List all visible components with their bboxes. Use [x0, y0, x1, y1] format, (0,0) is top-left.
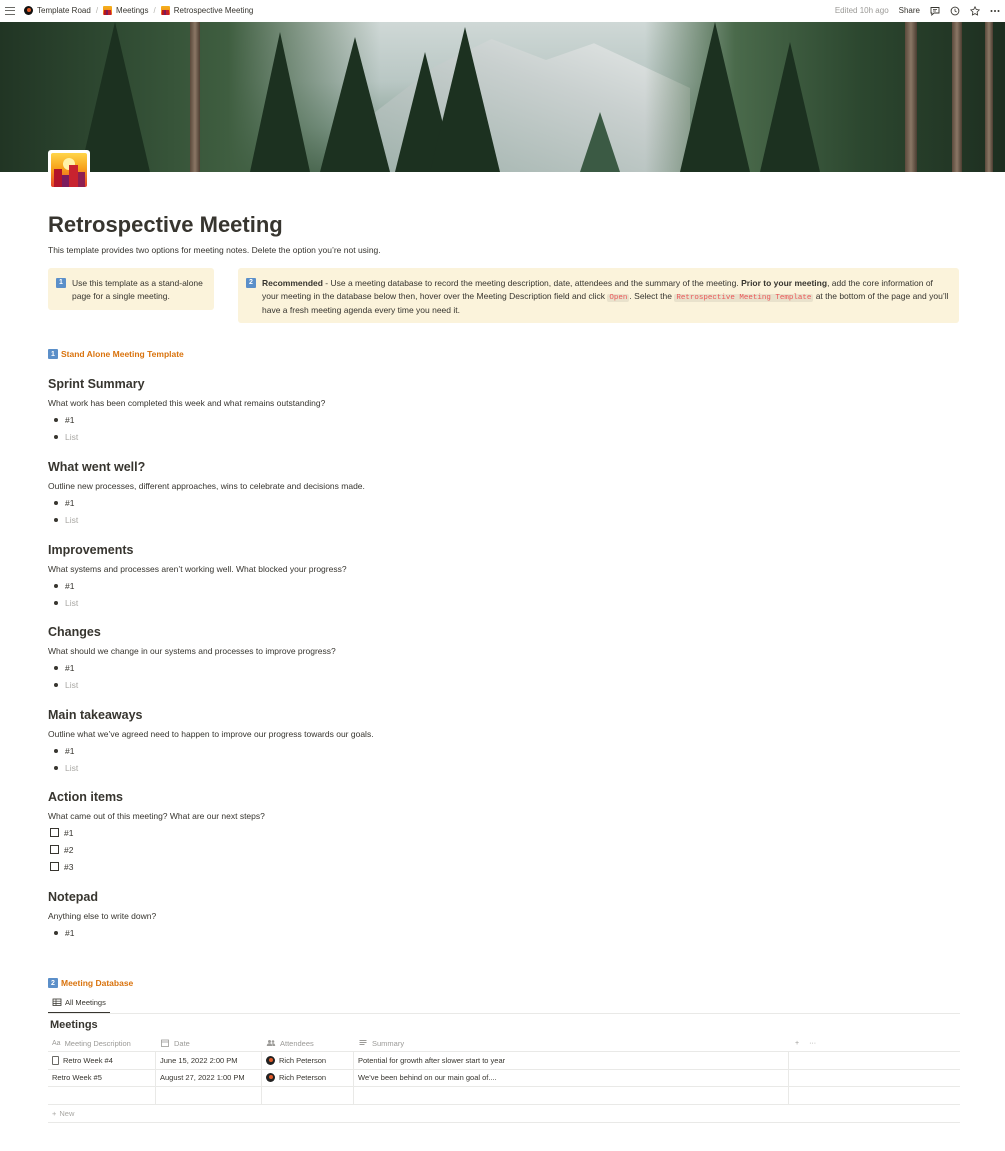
standalone-template-heading[interactable]: 1 Stand Alone Meeting Template	[48, 349, 184, 359]
breadcrumb-workspace[interactable]	[24, 6, 91, 15]
meeting-database-heading[interactable]: 2 Meeting Database	[48, 978, 133, 988]
meetings-table	[48, 1035, 960, 1105]
section-question[interactable]: Anything else to write down?	[48, 911, 157, 921]
column-header-description[interactable]: Aa Meeting Description	[52, 1038, 131, 1048]
page-description[interactable]: This template provides two options for meeting notes. Delete the option you’re not using.	[48, 245, 381, 255]
city-sunset-icon	[51, 153, 87, 187]
callout-option-2[interactable]	[238, 268, 959, 323]
page-title[interactable]: Retrospective Meeting	[48, 212, 283, 237]
breadcrumb-current-page[interactable]	[161, 6, 254, 15]
tab-all-meetings[interactable]: All Meetings	[48, 995, 110, 1013]
breadcrumb-separator: /	[95, 6, 99, 15]
cell-attendees[interactable]: Rich Peterson	[262, 1052, 354, 1069]
section-question[interactable]: What should we change in our systems and processes to improve progress?	[48, 646, 336, 656]
section-heading[interactable]: Sprint Summary	[48, 377, 145, 391]
calendar-icon	[160, 1038, 170, 1048]
city-icon	[161, 6, 170, 15]
section-what-went-well	[48, 460, 948, 528]
keycap-one-icon: 1	[56, 278, 66, 288]
todo-item[interactable]: #2	[48, 841, 948, 858]
section-heading[interactable]: Action items	[48, 790, 124, 804]
table-row[interactable]	[48, 1070, 960, 1088]
keycap-two-icon: 2	[48, 978, 58, 988]
tree-trunk	[905, 22, 917, 172]
cell-summary[interactable]: Potential for growth after slower start to year	[354, 1052, 789, 1069]
checkbox[interactable]	[50, 845, 59, 854]
section-heading[interactable]: What went well?	[48, 460, 146, 474]
cell-empty	[789, 1052, 960, 1069]
cell-summary[interactable]: We’ve been behind on our main goal of....	[354, 1070, 789, 1087]
list-item-placeholder[interactable]: List	[48, 428, 948, 445]
inline-code: Retrospective Meeting Template	[676, 293, 812, 302]
cell-description[interactable]: Retro Week #5	[48, 1070, 156, 1087]
favorite-star-icon[interactable]	[970, 6, 980, 16]
cell-description[interactable]: Retro Week #4	[48, 1052, 156, 1069]
share-button[interactable]: Share	[898, 6, 920, 15]
table-row-empty[interactable]	[48, 1087, 960, 1105]
checkbox[interactable]	[50, 862, 59, 871]
list-item[interactable]: #1	[48, 924, 948, 941]
breadcrumb-label: Retrospective Meeting	[173, 6, 254, 15]
section-question[interactable]: Outline what we’ve agreed need to happen to improve our progress towards our goals.	[48, 729, 374, 739]
plus-icon: +	[52, 1109, 57, 1118]
list-item[interactable]: #1	[48, 494, 948, 511]
column-header-attendees[interactable]: Attendees	[262, 1035, 354, 1051]
section-heading[interactable]: Improvements	[48, 543, 134, 557]
list-item[interactable]: #1	[48, 742, 948, 759]
list-item-placeholder[interactable]: List	[48, 676, 948, 693]
breadcrumb	[24, 6, 253, 15]
cell-date[interactable]: August 27, 2022 1:00 PM	[156, 1070, 262, 1087]
database-title[interactable]: Meetings	[50, 1019, 98, 1031]
table-row[interactable]	[48, 1052, 960, 1070]
section-main-takeaways	[48, 708, 948, 776]
people-icon	[266, 1038, 276, 1048]
list-item[interactable]: #1	[48, 577, 948, 594]
section-question[interactable]: What came out of this meeting? What are our next steps?	[48, 811, 265, 821]
list-item-placeholder[interactable]: List	[48, 594, 948, 611]
table-icon	[52, 997, 62, 1007]
history-clock-icon[interactable]	[950, 6, 960, 16]
top-bar	[0, 0, 1005, 21]
section-question[interactable]: What work has been completed this week and what remains outstanding?	[48, 398, 326, 408]
breadcrumb-separator: /	[153, 6, 156, 15]
column-actions	[789, 1035, 960, 1051]
city-icon	[103, 6, 112, 15]
cell-attendees[interactable]: Rich Peterson	[262, 1070, 354, 1087]
keycap-one-icon: 1	[48, 349, 58, 359]
tree-trunk	[952, 22, 962, 172]
keycap-two-icon: 2	[246, 278, 256, 288]
breadcrumb-label: Meetings	[116, 6, 149, 15]
avatar	[266, 1056, 275, 1065]
workspace-logo-icon	[24, 6, 33, 15]
more-options-icon[interactable]	[990, 6, 1000, 16]
list-item[interactable]: #1	[48, 659, 948, 676]
cover-image[interactable]	[0, 22, 1005, 172]
new-row-button[interactable]: + New	[48, 1105, 960, 1123]
sidebar-toggle-icon[interactable]	[5, 7, 15, 15]
table-header-row	[48, 1035, 960, 1052]
section-heading[interactable]: Changes	[48, 625, 101, 639]
inline-code: Open	[609, 293, 628, 302]
cell-date[interactable]: June 15, 2022 2:00 PM	[156, 1052, 262, 1069]
more-options-icon[interactable]: ···	[809, 1039, 817, 1047]
section-question[interactable]: What systems and processes aren’t working well. What blocked your progress?	[48, 564, 347, 574]
section-heading[interactable]: Notepad	[48, 890, 98, 904]
section-notepad	[48, 890, 948, 941]
add-property-icon[interactable]: +	[795, 1039, 800, 1047]
list-item-placeholder[interactable]: List	[48, 759, 948, 776]
callout-text: Recommended - Use a meeting database to record the meeting description, date, attendees and the summary of the meeting. Prior to your meeting, add the core information of your meeting in the database below then, hover over the Meeting Description field and click Open . Select the Retrospective Meeting Template at the bottom of the page and you’ll have a fresh meeting agenda every time you need it.	[262, 278, 949, 315]
text-lines-icon	[358, 1038, 368, 1048]
text-property-icon: Aa	[52, 1039, 61, 1047]
column-header-summary[interactable]: Summary	[354, 1035, 789, 1051]
comment-icon[interactable]	[930, 6, 940, 16]
page-icon[interactable]	[48, 150, 90, 190]
section-heading[interactable]: Main takeaways	[48, 708, 143, 722]
avatar	[266, 1073, 275, 1082]
todo-item[interactable]: #1	[48, 824, 948, 841]
breadcrumb-label: Template Road	[37, 6, 91, 15]
checkbox[interactable]	[50, 828, 59, 837]
tree-trunk	[190, 22, 200, 172]
section-action-items	[48, 790, 948, 875]
list-item[interactable]: #1	[48, 411, 948, 428]
edited-status: Edited 10h ago	[834, 6, 889, 15]
cell-empty	[789, 1070, 960, 1087]
tree-trunk	[985, 22, 993, 172]
callout-text: Use this template as a stand-alone page for a single meeting.	[72, 278, 203, 301]
list-item-placeholder[interactable]: List	[48, 511, 948, 528]
section-improvements	[48, 543, 948, 611]
database-view-tabs	[48, 995, 960, 1014]
todo-item[interactable]: #3	[48, 858, 948, 875]
section-changes	[48, 625, 948, 693]
section-question[interactable]: Outline new processes, different approaches, wins to celebrate and decisions made.	[48, 481, 365, 491]
page-document-icon	[52, 1056, 59, 1065]
breadcrumb-meetings[interactable]	[103, 6, 148, 15]
section-sprint-summary	[48, 377, 948, 445]
column-header-date[interactable]: Date	[156, 1035, 262, 1051]
callout-option-1[interactable]	[48, 268, 214, 310]
